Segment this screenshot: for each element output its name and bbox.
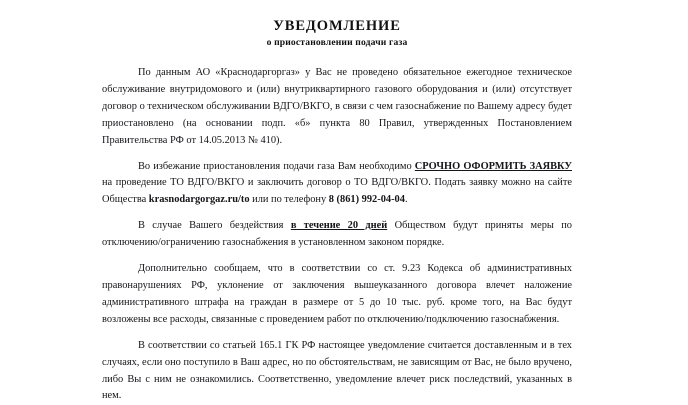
paragraph-notice-reason: По данным АО «Краснодаргоргаз» у Вас не проведено обязательное ежегодное техническое обслуживание внутридомового и (или) внутриквартирного газового оборудования и (или) отсутствует договор о техническом обслуживании ВДГО/ВКГО, в связи с чем газоснабжение по Вашему адресу будет приостановлено (на основании подп. «б» пункта 80 Правил, утвержденных Постановлением Правительства РФ от 14.05.2013 № 410). [102, 67, 572, 146]
paragraph-action-text-middle: на проведение ТО ВДГО/ВКГО и заключить договор о ТО ВДГО/ВКГО. Подать заявку можно на сайте Общества [102, 177, 572, 206]
paragraph-action-text-phone-lead: или по телефону [249, 194, 329, 206]
paragraph-legal-delivery-notice: В соответствии со статьей 165.1 ГК РФ настоящее уведомление считается доставленным и в тех случаях, если оно поступило в Ваш адрес, но по обстоятельствам, не зависящим от Вас, не было вручено, либо Вы с ним не ознакомились. Соответственно, уведомление влечет риск последствий, указанных в нем. [102, 339, 572, 402]
paragraph-deadline-warning [102, 218, 572, 252]
paragraph-deadline-text-before: В случае Вашего бездействия [138, 220, 291, 232]
paragraph-action-text-before: Во избежание приостановления подачи газа Вам необходимо [138, 160, 415, 172]
company-website: krasnodargorgaz.ru/to [148, 194, 250, 206]
paragraph-deadline-text-after: Обществом будут приняты меры по отключению/ограничению газоснабжения в установленном законом порядке. [102, 220, 573, 249]
paragraph-administrative-penalty: Дополнительно сообщаем, что в соответствии со ст. 9.23 Кодекса об административных правонарушениях РФ, уклонение от заключения вышеуказанного договора влечет наложение административного штрафа на граждан в размере от 5 до 10 тыс. руб. кроме того, на Вас будут возложены все расходы, связанные с проведением работ по отключению/подключению газоснабжения. [102, 263, 572, 325]
company-phone-number: 8 (861) 992-04-04 [328, 194, 405, 206]
page-subtitle: о приостановлении подачи газа [266, 37, 408, 48]
urgent-application-emphasis: СРОЧНО ОФОРМИТЬ ЗАЯВКУ [414, 160, 572, 172]
document-body [102, 18, 572, 405]
page-title: УВЕДОМЛЕНИЕ [273, 18, 401, 34]
paragraph-action-text-end: . [404, 194, 408, 206]
paragraph-action-required [102, 159, 572, 210]
deadline-period-emphasis: в течение 20 дней [290, 220, 388, 232]
